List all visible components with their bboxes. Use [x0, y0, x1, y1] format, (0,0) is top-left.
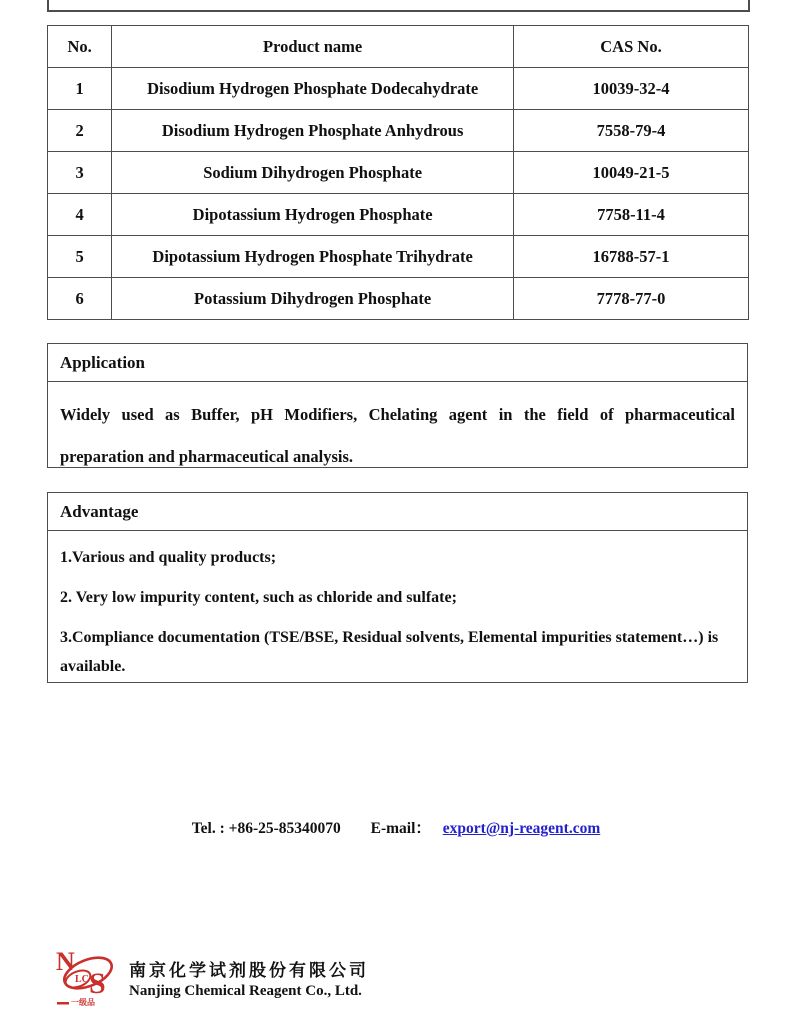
cell-product: Sodium Dihydrogen Phosphate — [112, 152, 514, 194]
svg-text:一级品: 一级品 — [71, 998, 95, 1007]
company-logo-icon — [55, 946, 117, 1010]
cell-cas: 16788-57-1 — [513, 236, 748, 278]
cell-no: 1 — [48, 68, 112, 110]
table-row — [48, 278, 749, 320]
table-row — [48, 110, 749, 152]
col-header-product: Product name — [112, 26, 514, 68]
cell-cas: 7558-79-4 — [513, 110, 748, 152]
col-header-cas: CAS No. — [513, 26, 748, 68]
company-name-chinese: 南京化学试剂股份有限公司 — [129, 961, 369, 980]
company-footer — [55, 946, 369, 1010]
advantage-item: 1.Various and quality products; — [60, 549, 277, 566]
company-name-english: Nanjing Chemical Reagent Co., Ltd. — [129, 983, 362, 999]
cell-no: 5 — [48, 236, 112, 278]
table-header-row — [48, 26, 749, 68]
company-names — [129, 956, 369, 1000]
cell-product: Disodium Hydrogen Phosphate Anhydrous — [112, 110, 514, 152]
svg-text:S: S — [89, 967, 106, 1000]
cell-no: 2 — [48, 110, 112, 152]
cell-no: 6 — [48, 278, 112, 320]
svg-text:N: N — [56, 947, 75, 976]
application-title: Application — [48, 344, 747, 382]
cell-cas: 10039-32-4 — [513, 68, 748, 110]
advantage-body — [48, 531, 747, 681]
cutoff-box-top — [47, 0, 750, 12]
cell-product: Disodium Hydrogen Phosphate Dodecahydrate — [112, 68, 514, 110]
advantage-item: 2. Very low impurity content, such as chloride and sulfate; — [60, 589, 457, 606]
application-section — [47, 343, 748, 468]
advantage-title: Advantage — [48, 493, 747, 531]
cell-cas: 10049-21-5 — [513, 152, 748, 194]
cell-product: Dipotassium Hydrogen Phosphate Trihydrate — [112, 236, 514, 278]
table-row — [48, 152, 749, 194]
application-body: Widely used as Buffer, pH Modifiers, Chelating agent in the field of pharmaceutical preparation and pharmaceutical analysis. — [60, 405, 735, 466]
table-row — [48, 236, 749, 278]
cell-no: 3 — [48, 152, 112, 194]
cell-no: 4 — [48, 194, 112, 236]
contact-line — [0, 816, 792, 838]
cell-product: Dipotassium Hydrogen Phosphate — [112, 194, 514, 236]
email-link[interactable]: export@nj-reagent.com — [442, 820, 601, 837]
table-row — [48, 194, 749, 236]
table-row — [48, 68, 749, 110]
cell-cas: 7758-11-4 — [513, 194, 748, 236]
cell-cas: 7778-77-0 — [513, 278, 748, 320]
col-header-no: No. — [48, 26, 112, 68]
email-label: E-mail： — [370, 820, 431, 837]
products-table — [47, 25, 749, 320]
svg-text:LC: LC — [75, 974, 89, 985]
advantage-item: 3.Compliance documentation (TSE/BSE, Residual solvents, Elemental impurities statement…) is available. — [60, 629, 719, 675]
advantage-section — [47, 492, 748, 683]
cell-product: Potassium Dihydrogen Phosphate — [112, 278, 514, 320]
telephone-number: Tel. : +86-25-85340070 — [191, 820, 341, 837]
